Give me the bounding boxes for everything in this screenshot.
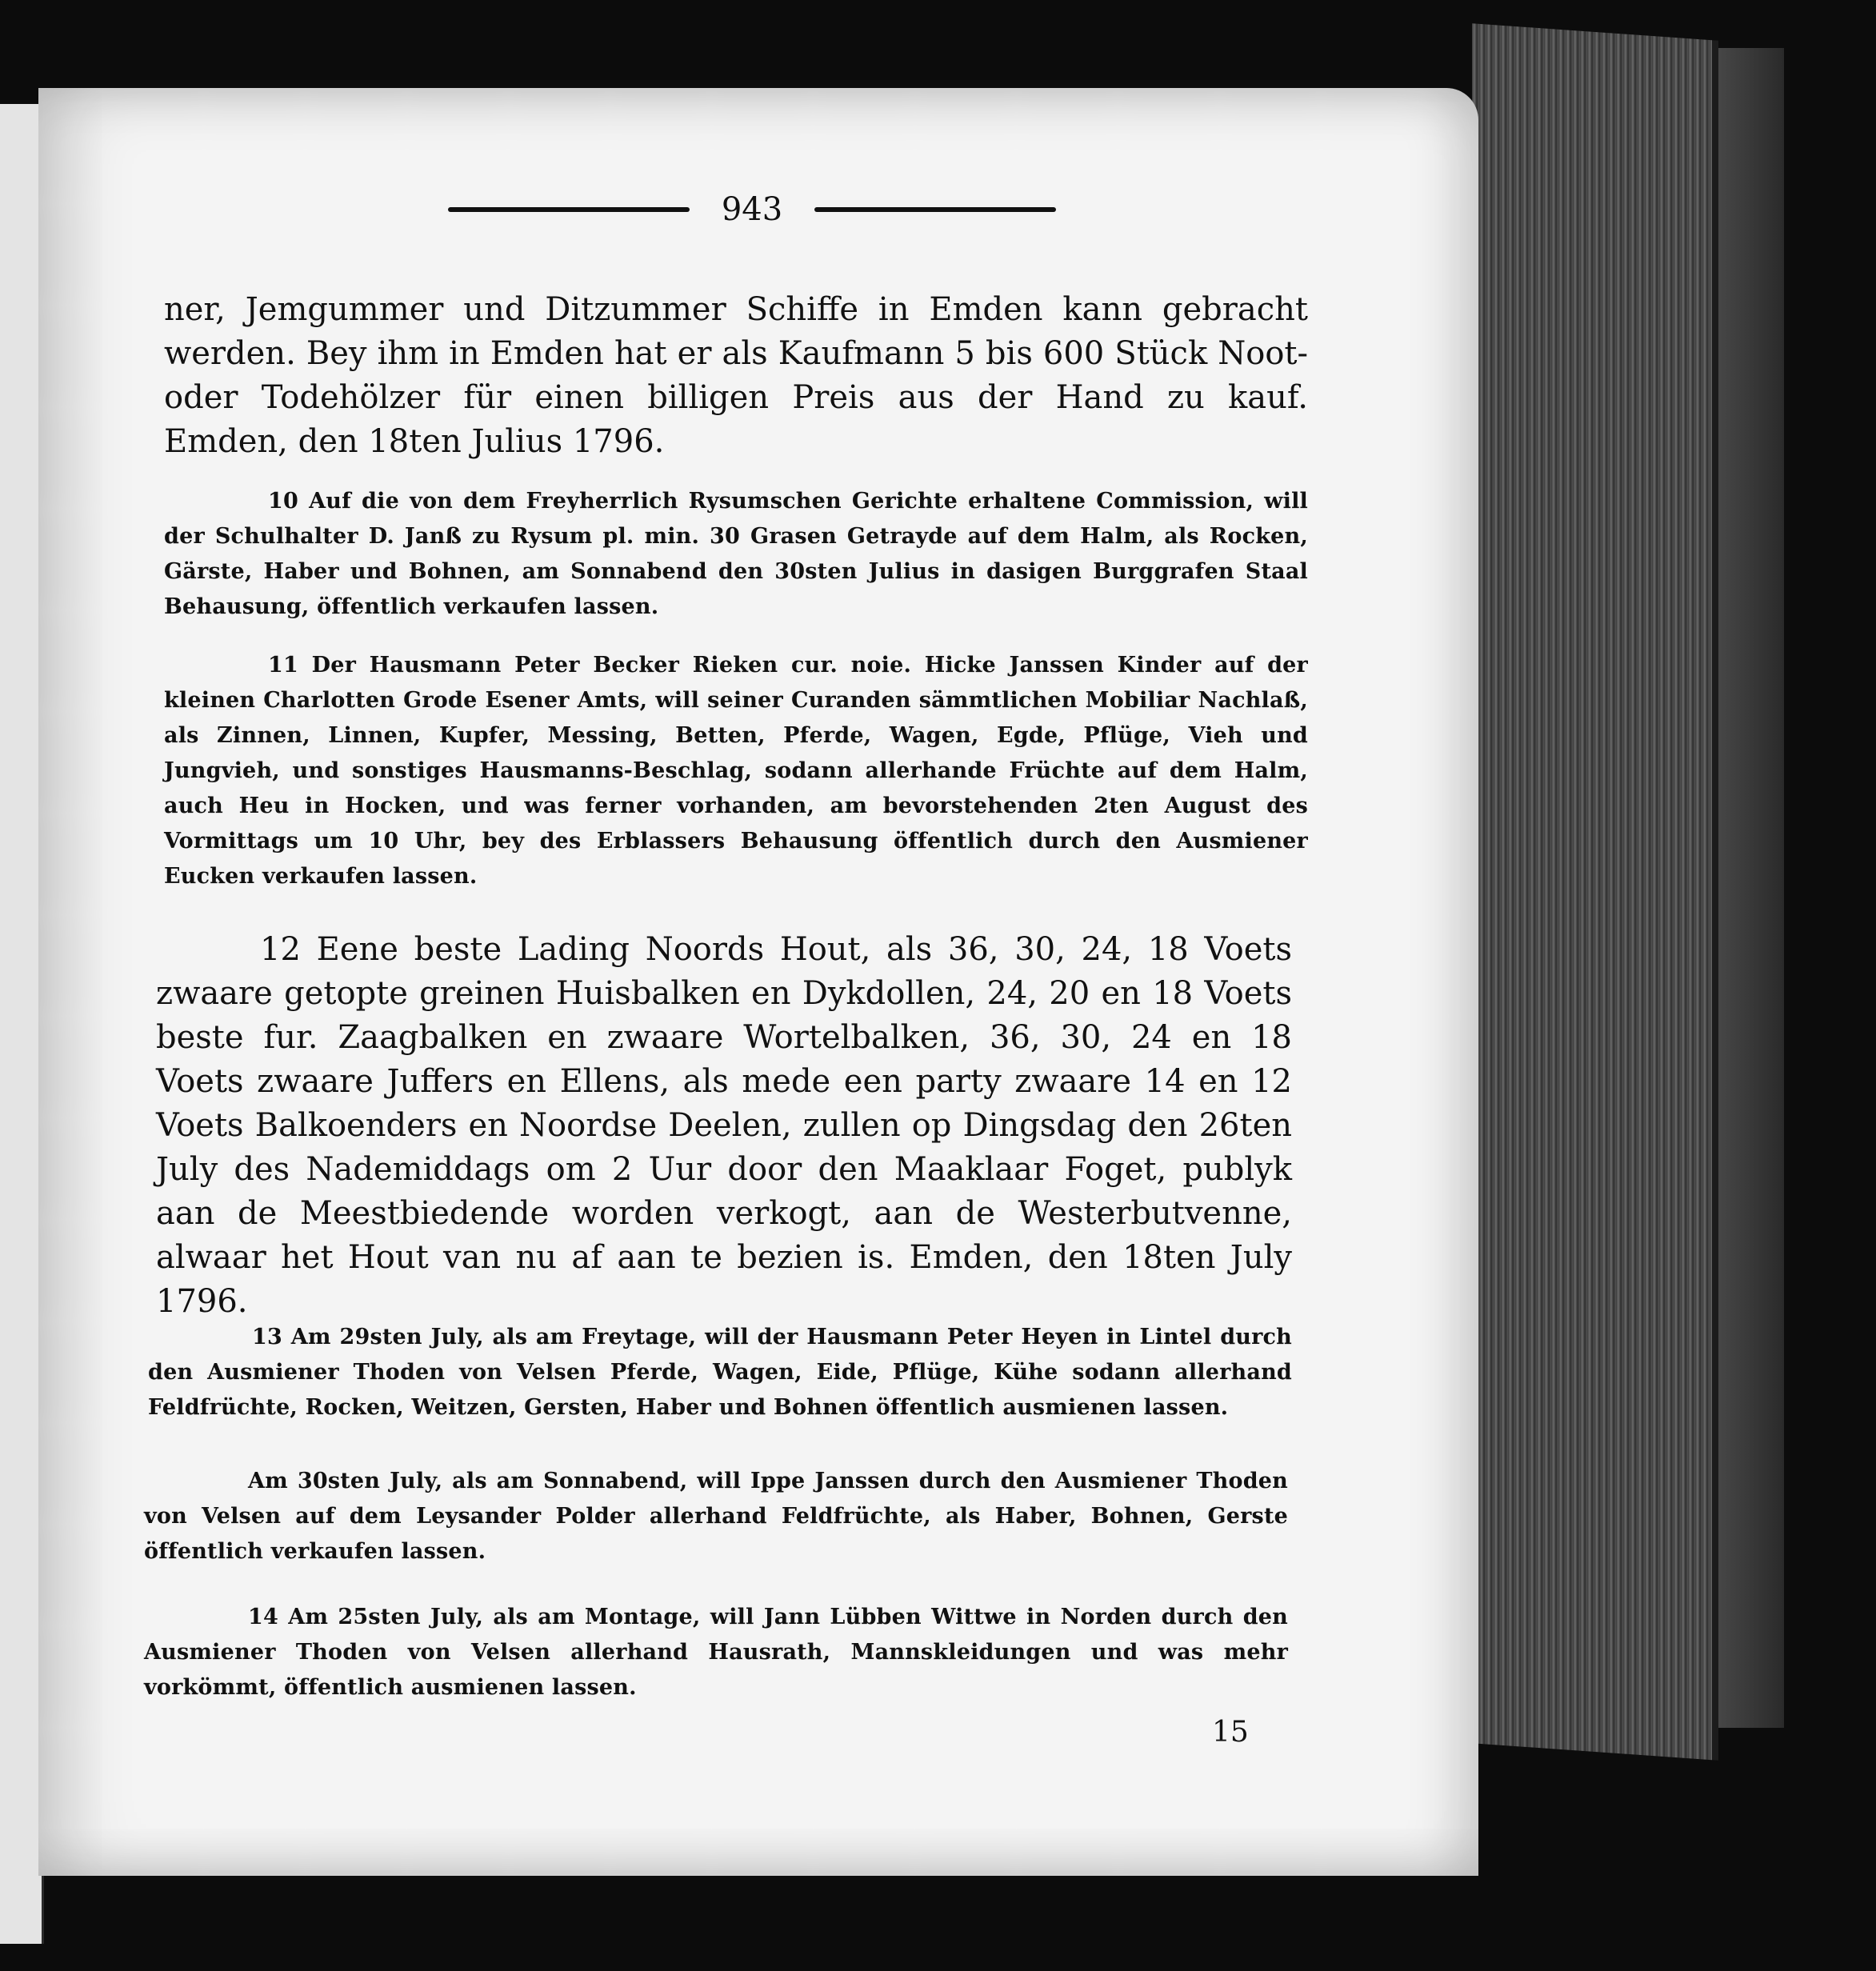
notice-12: 12 Eene beste Lading Noords Hout, als 36, 30, 24, 18 Voets zwaare getopte greinen Huisbalken en Dykdollen, 24, 20 en 18 Voets beste fur. Zaagbalken en zwaare Wortelbalken, 36, 30, 24 en 18 Voets zwaare Juffers en Ellens, als mede een party zwaare 14 en 12 Voets Balkoenders en Noordse Deelen, zullen op Dingsdag den 26ten July des Nademiddags om 2 Uur door den Maaklaar Foget, publyk aan de Meestbiedende worden verkogt, aan de Westerbutvenne, alwaar het Hout van nu af aan te bezien is. Emden, den 18ten July 1796. <box>156 931 1292 1320</box>
header-rule-right <box>814 207 1056 212</box>
notice-10: 10 Auf die von dem Freyherrlich Rysumschen Gerichte erhaltene Commission, will der Schulhalter D. Janß zu Rysum pl. min. 30 Grasen Getrayde auf dem Halm, als Rocken, Gärste, Haber und Bohnen, am Sonnabend den 30sten Julius in dasigen Burggrafen Staal Behausung, öffentlich verkaufen lassen. <box>164 489 1308 619</box>
notice-13b: Am 30sten July, als am Sonnabend, will Ippe Janssen durch den Ausmiener Thoden von Velsen auf dem Leysander Polder allerhand Feldfrüchte, als Haber, Bohnen, Gerste öffentlich verkaufen lassen. <box>144 1469 1288 1564</box>
notice-14: 14 Am 25sten July, als am Montage, will Jann Lübben Wittwe in Norden durch den Ausmiener Thoden von Velsen allerhand Hausrath, Mannskleidungen und was mehr vorkömmt, öffentlich ausmienen lassen. <box>144 1605 1288 1700</box>
page-header <box>448 186 1056 234</box>
header-rule-left <box>448 207 690 212</box>
notice-13: 13 Am 29sten July, als am Freytage, will der Hausmann Peter Heyen in Lintel durch den Ausmiener Thoden von Velsen Pferde, Wagen, Eide, Pflüge, Kühe sodann allerhand Feldfrüchte, Rocken, Weitzen, Gersten, Haber und Bohnen öffentlich ausmienen lassen. <box>148 1325 1292 1420</box>
page-edges <box>1472 23 1718 1761</box>
page-number: 943 <box>721 191 783 228</box>
notice-11: 11 Der Hausmann Peter Becker Rieken cur. noie. Hicke Janssen Kinder auf der kleinen Charlotten Grode Esener Amts, will seiner Curanden sämmtlichen Mobiliar Nachlaß, als Zinnen, Linnen, Kupfer, Messing, Betten, Pferde, Wagen, Egde, Pflüge, Vieh und Jungvieh, und sonstiges Hausmanns-Beschlag, sodann allerhande Früchte auf dem Halm, auch Heu in Hocken, und was ferner vorhanden, am bevorstehenden 2ten August des Vormittags um 10 Uhr, bey des Erblassers Behausung öffentlich durch den Ausmiener Eucken verkaufen lassen. <box>164 653 1308 889</box>
left-page-edge <box>0 104 44 1944</box>
paragraph-continuation: ner, Jemgummer und Ditzummer Schiffe in Emden kann gebracht werden. Bey ihm in Emden hat er als Kaufmann 5 bis 600 Stück Noot- oder Todehölzer für einen billigen Preis aus der Hand zu kauf. Emden, den 18ten Julius 1796. <box>164 291 1308 460</box>
catchword: 15 <box>1212 1716 1249 1749</box>
